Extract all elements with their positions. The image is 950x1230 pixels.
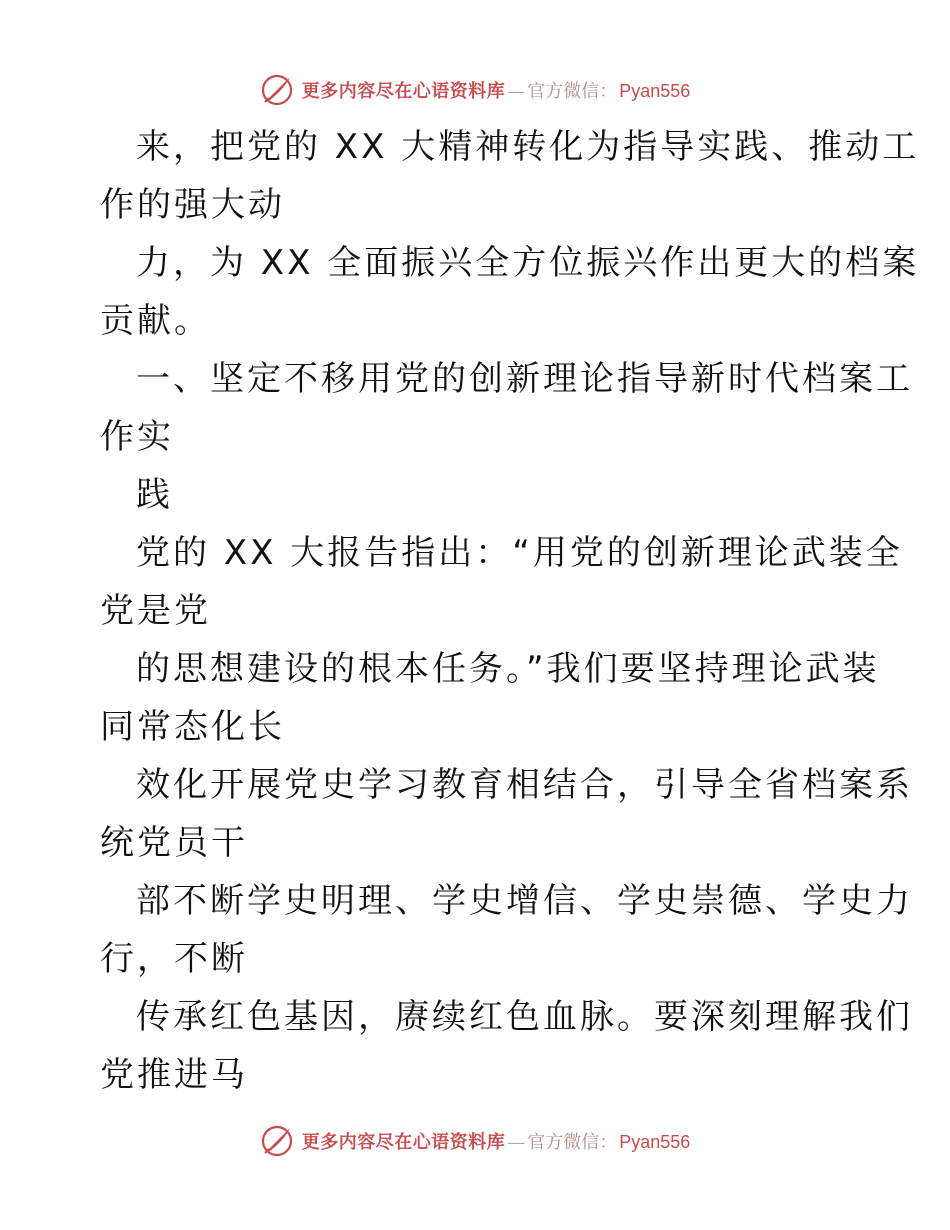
footer-watermark: [0, 1121, 950, 1161]
body-line: 同常态化长: [100, 707, 285, 747]
quill-pen-logo-icon: [260, 1124, 294, 1158]
body-line: 传承红色基因，赓续红色血脉。要深刻理解我们: [136, 997, 913, 1037]
watermark-wechat-label: 官方微信：: [527, 1132, 618, 1153]
watermark-separator: —: [507, 1132, 526, 1153]
body-line: 来，把党的 XX 大精神转化为指导实践、推动工: [136, 127, 920, 167]
watermark-separator: —: [507, 81, 526, 102]
body-line: 效化开展党史学习教育相结合，引导全省档案系: [136, 765, 913, 805]
watermark-text: [302, 1128, 691, 1154]
body-line: 作的强大动: [100, 185, 285, 225]
body-line: 力，为 XX 全面振兴全方位振兴作出更大的档案: [136, 243, 920, 283]
body-line: 党的 XX 大报告指出：“用党的创新理论武装全: [136, 533, 903, 573]
body-line: 党是党: [100, 591, 211, 631]
watermark-text: [302, 77, 691, 103]
body-line: 贡献。: [100, 301, 211, 341]
body-line: 的思想建设的根本任务。”我们要坚持理论武装: [136, 649, 880, 689]
body-line: 党推进马: [100, 1055, 248, 1095]
watermark-wechat-label: 官方微信：: [527, 81, 618, 102]
header-watermark: [0, 70, 950, 110]
body-line: 部不断学史明理、学史增信、学史崇德、学史力: [136, 881, 913, 921]
section-heading-line: 一、坚定不移用党的创新理论指导新时代档案工: [136, 359, 913, 399]
watermark-wechat-id: Pyan556: [619, 1132, 691, 1152]
quill-pen-logo-icon: [260, 73, 294, 107]
document-body: [100, 118, 920, 1104]
body-line: 行，不断: [100, 939, 248, 979]
section-heading-line: 践: [136, 475, 173, 515]
section-heading-line: 作实: [100, 417, 174, 457]
watermark-main-text: 更多内容尽在心语资料库: [301, 81, 506, 102]
body-line: 统党员干: [100, 823, 248, 863]
watermark-main-text: 更多内容尽在心语资料库: [301, 1132, 506, 1153]
watermark-wechat-id: Pyan556: [619, 81, 691, 101]
